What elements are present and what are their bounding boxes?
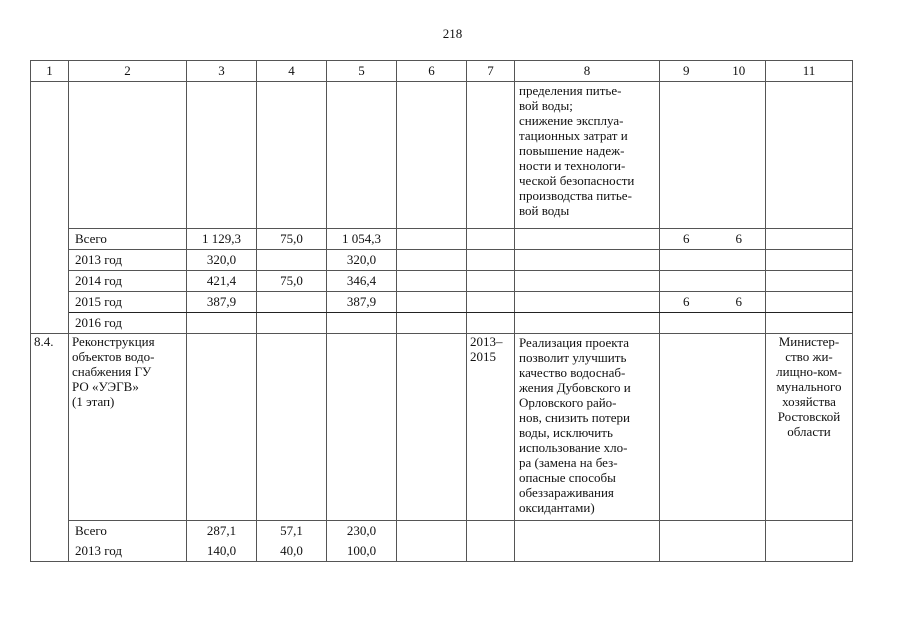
header-cell: 10 [713, 61, 766, 82]
table-row: 2013 год 320,0 320,0 [31, 250, 853, 271]
page-number: 218 [442, 26, 463, 41]
result-description: пределения питье- вой воды; снижение эксплуа- тационных затрат и повышение надеж- ности и технологи- ческой безопасности производства питье- вой воды [515, 82, 660, 229]
num-cell [31, 82, 69, 334]
item-title: Реконструкция объектов водо- снабжения ГУ РО «УЭГВ» (1 этап) [69, 334, 187, 521]
table-row: Всего 1 129,3 75,0 1 054,3 6 6 [31, 229, 853, 250]
header-cell: 4 [257, 61, 327, 82]
table-row [31, 82, 853, 229]
program-table [30, 60, 853, 562]
years-cell: 2013– 2015 [467, 334, 515, 521]
header-cell: 6 [397, 61, 467, 82]
header-cell: 5 [327, 61, 397, 82]
header-cell: 1 [31, 61, 69, 82]
header-cell: 11 [766, 61, 853, 82]
table-row [31, 334, 853, 521]
header-cell: 7 [467, 61, 515, 82]
table-row: 2013 год 140,0 40,0 100,0 [31, 541, 853, 562]
header-row [31, 61, 853, 82]
header-cell: 2 [69, 61, 187, 82]
header-cell: 3 [187, 61, 257, 82]
result-description: Реализация проекта позволит улучшить качество водоснаб- жения Дубовского и Орловского райо- нов, снизить потери воды, исключить использование хло- ра (замена на без- опасные способы обеззараживания оксидантами) [515, 334, 660, 521]
table-row: 2014 год 421,4 75,0 346,4 [31, 271, 853, 292]
table-row: 2015 год 387,9 387,9 6 6 [31, 292, 853, 313]
header-cell: 9 [660, 61, 713, 82]
header-cell: 8 [515, 61, 660, 82]
responsible-executor: Министер- ство жи- лищно-ком- мунального хозяйства Ростовской области [766, 334, 853, 521]
table-row: Всего 287,1 57,1 230,0 [31, 521, 853, 542]
table-row: 2016 год [31, 313, 853, 334]
item-number: 8.4. [31, 334, 69, 562]
